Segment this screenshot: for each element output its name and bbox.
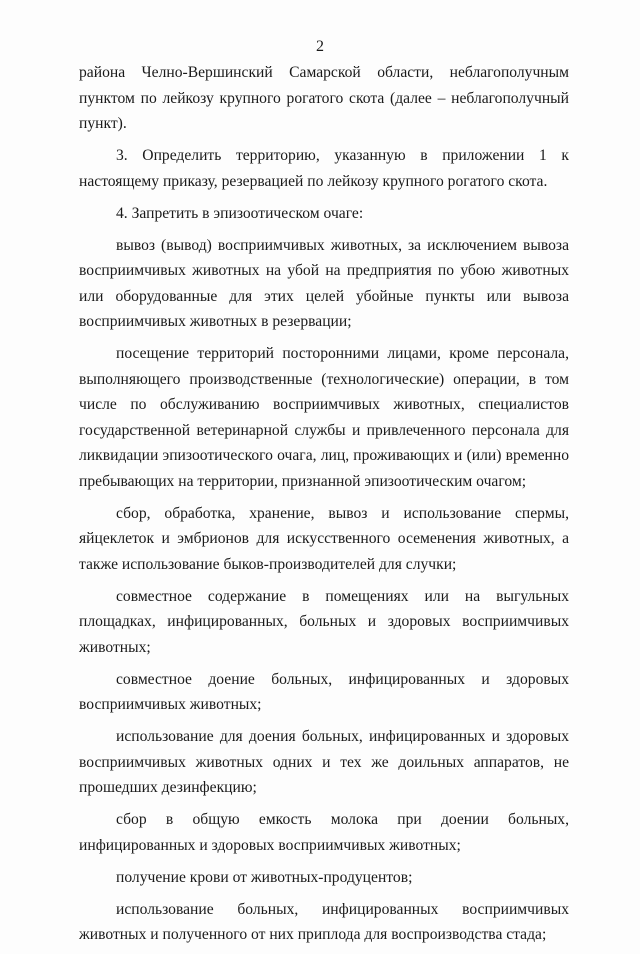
paragraph-ban-semen: сбор, обработка, хранение, вывоз и использование спермы, яйцеклеток и эмбрионов для искусственного осеменения животных, а также использование быков-производителей для случки;	[79, 504, 569, 573]
paragraph-ban-milk-collection: сбор в общую емкость молока при доении больных, инфицированных и здоровых восприимчивых животных;	[79, 811, 569, 854]
paragraph-ban-joint-keeping: совместное содержание в помещениях или на выгульных площадках, инфицированных, больных и здоровых восприимчивых животных;	[79, 587, 569, 656]
paragraph-ban-visits: посещение территорий посторонними лицами, кроме персонала, выполняющего производственные (технологические) операции, в том числе по обслуживанию восприимчивых животных, специалистов государственной ветеринарной службы и привлеченного персонала для ликвидации эпизоотического очага, лиц, проживающих и (или) временно пребывающих на территории, признанной эпизоотическим очагом;	[79, 345, 569, 490]
paragraph-ban-breeding: использование больных, инфицированных восприимчивых животных и полученного от них приплода для воспроизводства стада;	[79, 900, 569, 943]
paragraph-infected-point: района Челно-Вершинский Самарской области, неблагополучным пунктом по лейкозу крупного рогатого скота (далее – неблагополучный пункт).	[79, 64, 569, 132]
paragraph-ban-blood: получение крови от животных-продуцентов;	[116, 868, 413, 886]
paragraph-ban-export: вывоз (вывод) восприимчивых животных, за исключением вывоза восприимчивых животных на убой на предприятия по убою животных или оборудованные для этих целей убойные пункты или вывоза восприимчивых животных в резервации;	[79, 236, 569, 330]
paragraph-ban-shared-apparatus: использование для доения больных, инфицированных и здоровых восприимчивых животных одних и тех же доильных аппаратов, не прошедших дезинфекцию;	[79, 728, 569, 796]
document-body	[79, 60, 569, 954]
paragraph-item-4: 4. Запретить в эпизоотическом очаге:	[116, 204, 364, 222]
paragraph-ban-joint-milking: совместное доение больных, инфицированных и здоровых восприимчивых животных;	[79, 670, 569, 713]
paragraph-item-3: 3. Определить территорию, указанную в приложении 1 к настоящему приказу, резервацией по лейкозу крупного рогатого скота.	[79, 147, 569, 190]
page-number: 2	[316, 38, 324, 55]
